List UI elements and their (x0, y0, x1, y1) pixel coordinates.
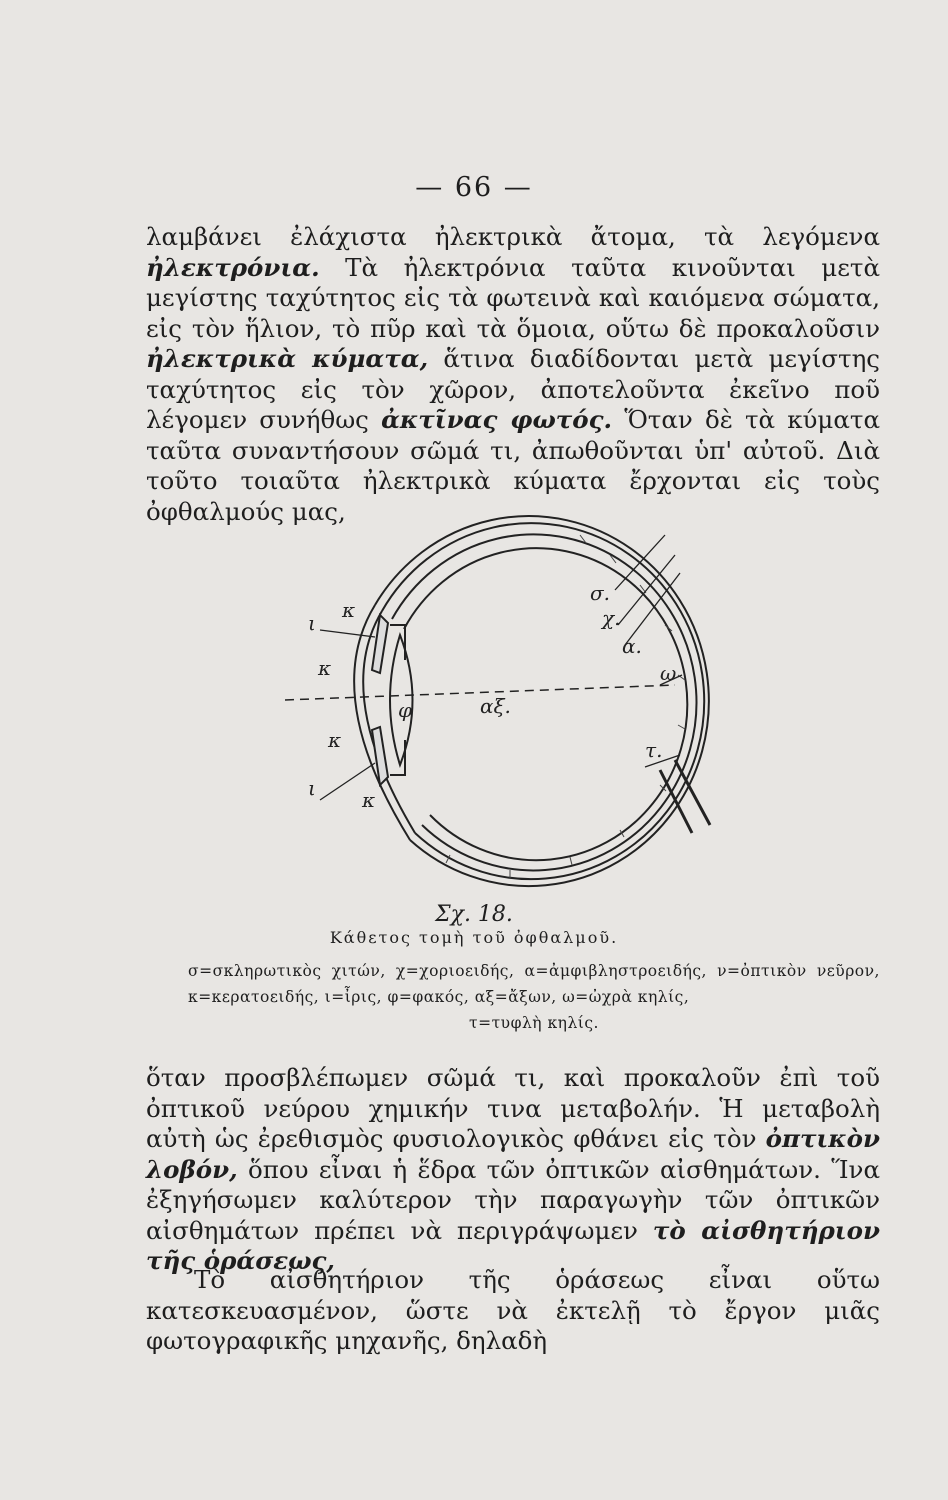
term-electrons: ἠλεκτρόνια. (146, 252, 320, 282)
label-phi: φ (398, 698, 413, 722)
label-alpha: α. (622, 634, 642, 658)
paragraph-2 (146, 1063, 880, 1277)
label-iota-top: ι (308, 611, 316, 635)
paragraph-1-text-3: ἅτινα διαδίδονται μετὰ μεγίστης ταχύτητος εἰς τὸν χῶρον, ἀποτελοῦντα ἐκεῖνο ποῦ λέγομεν συνήθως (146, 344, 880, 434)
eye-cross-section-diagram (280, 495, 720, 890)
label-omega: ω (660, 661, 677, 685)
term-sense-organ-of-vision: τὸ αἰσθητήριον τῆς ὁράσεως, (146, 1215, 881, 1275)
paragraph-1-text-2: Τὰ ἠλεκτρόνια ταῦτα κινοῦνται μετὰ μεγίστης ταχύτητος εἰς τὰ φωτεινὰ καὶ καιόμενα σώματα, εἰς τὸν ἥλιον, τὸ πῦρ καὶ τὰ ὅμοια, οὕτω δὲ προκαλοῦσιν (146, 252, 880, 343)
term-light-rays: ἀκτῖνας φωτός. (381, 405, 613, 434)
paragraph-2-text-2: ὅπου εἶναι ἡ ἕδρα τῶν ὀπτικῶν αἰσθημάτων. Ἵνα ἐξηγήσωμεν καλύτερον τὴν παραγωγὴν τῶν ὀπτικῶν αἰσθημάτων πρέπει νὰ περιγράψωμεν (146, 1154, 880, 1245)
label-tau: τ. (645, 738, 663, 762)
page-number: — 66 — (415, 172, 533, 203)
label-iota-bottom: ι (308, 776, 316, 800)
iris-lower (372, 727, 388, 785)
legend-line-1: σ=σκληρωτικὸς χιτών, χ=χοριοειδής, α=ἀμφιβληστροειδής, ν=ὀπτικὸν νεῦρον, κ=κερατοειδής, ι=ἶρις, φ=φακός, αξ=ἄξων, ω=ὠχρὰ κηλίς, (188, 962, 880, 1006)
paragraph-3-text: Τὸ αἰσθητήριον τῆς ὁράσεως εἶναι οὕτω κατεσκευασμένον, ὥστε νὰ ἐκτελῇ τὸ ἔργον μιᾶς φωτογραφικῆς μηχανῆς, δηλαδὴ (146, 1265, 880, 1355)
label-kappa-3: κ (328, 728, 342, 752)
term-optic-lobe: ὀπτικὸν λοβόν, (146, 1124, 880, 1184)
label-sigma: σ. (590, 581, 611, 605)
sclera-outer-layer (375, 516, 709, 886)
legend-line-2: τ=τυφλὴ κηλίς. (469, 1014, 599, 1032)
paragraph-3 (146, 1265, 880, 1357)
sclera-inner-layer (382, 523, 704, 879)
label-axis: αξ. (480, 694, 511, 718)
paragraph-2-text-1: ὅταν προσβλέπωμεν σῶμά τι, καὶ προκαλοῦν ἐπὶ τοῦ ὀπτικοῦ νεύρου χημικήν τινα μεταβολήν. Ἡ μεταβολὴ αὐτὴ ὡς ἐρεθισμὸς φυσιολογικὸς φθάνει εἰς τὸν (146, 1063, 880, 1153)
label-chi: χ. (602, 606, 621, 630)
term-electric-waves: ἠλεκτρικὰ κύματα, (146, 344, 429, 373)
figure-legend (188, 958, 880, 1036)
paragraph-1-text-4: Ὅταν δὲ τὰ κύματα ταῦτα συναντήσουν σῶμά τι, ἀπωθοῦνται ὑπ' αὐτοῦ. Διὰ τοῦτο τοιαῦτα ἠλεκτρικὰ κύματα ἔρχονται εἰς τοὺς ὀφθαλμούς μας, (146, 405, 881, 526)
retina-layer (404, 548, 687, 860)
paragraph-1-text-1: λαμβάνει ἐλάχιστα ἠλεκτρικὰ ἄτομα, τὰ λεγόμενα (146, 222, 880, 251)
label-kappa-2: κ (318, 656, 332, 680)
figure-number: Σχ. 18. (435, 902, 513, 927)
figure-title: Κάθετος τομὴ τοῦ ὀφθαλμοῦ. (329, 928, 619, 947)
paragraph-1 (146, 222, 880, 527)
label-kappa-4: κ (362, 788, 376, 812)
label-kappa-1: κ (342, 598, 356, 622)
